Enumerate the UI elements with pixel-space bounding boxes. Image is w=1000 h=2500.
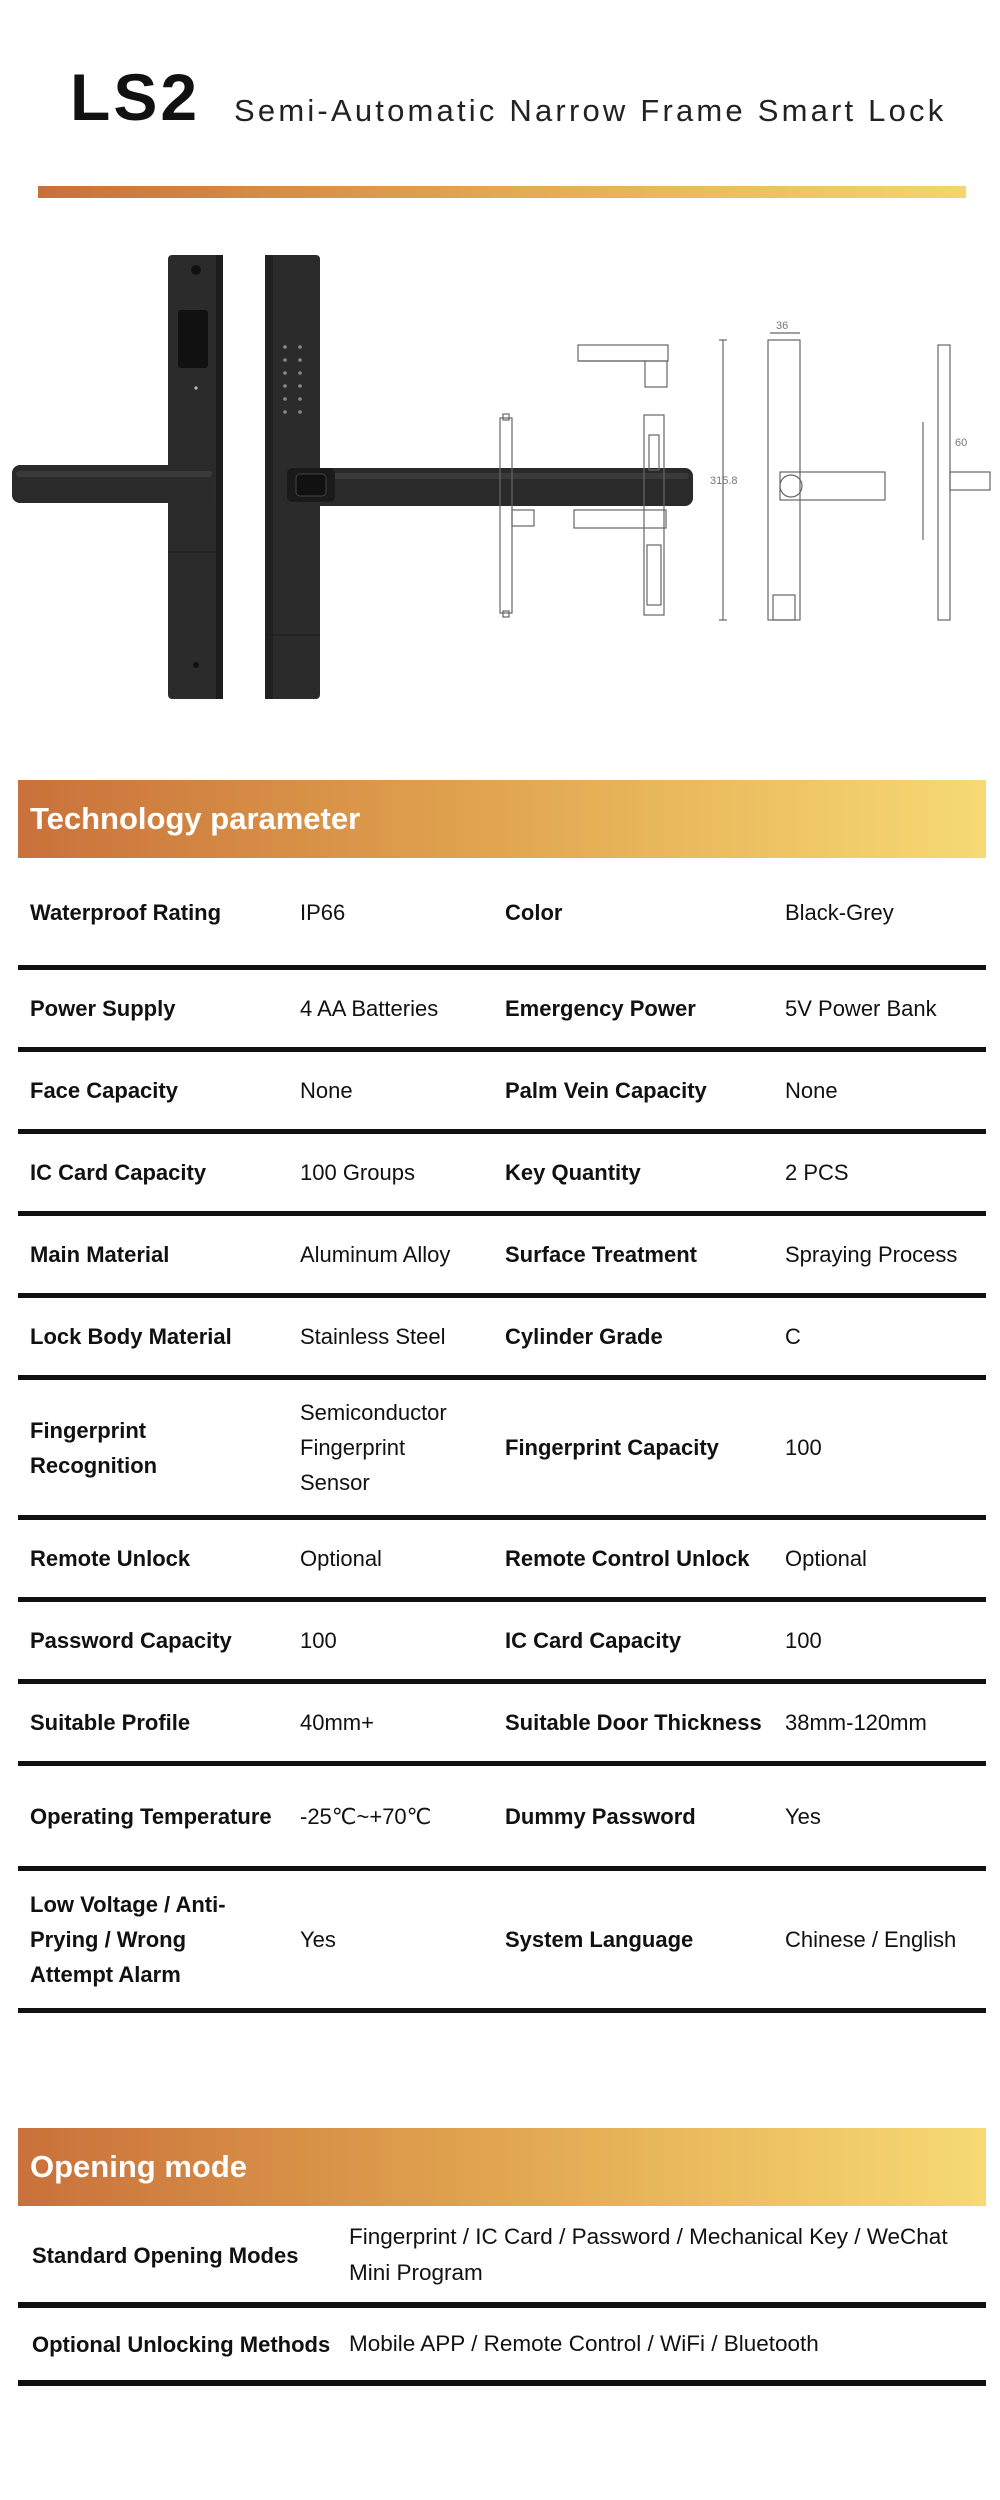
spec-label: Low Voltage / Anti-Prying / Wrong Attempt Alarm: [30, 1892, 226, 1987]
spec-value: [288, 1237, 493, 1272]
spec-label: IC Card Capacity: [505, 1628, 682, 1653]
spec-value: [288, 1395, 493, 1500]
spec-value-line: Aluminum Alloy: [300, 1242, 451, 1267]
spec-label: Emergency Power: [505, 996, 696, 1021]
spec-row: [18, 1871, 986, 2013]
spec-value: C: [785, 1324, 801, 1349]
spec-value-line: 4 AA Batteries: [300, 996, 439, 1021]
spec-value: Optional: [785, 1546, 867, 1571]
spec-row: [18, 1766, 986, 1871]
spec-value: Yes: [785, 1803, 821, 1829]
opening-value: Mobile APP / Remote Control / WiFi / Bluetooth: [349, 2331, 819, 2356]
spec-label: Key Quantity: [505, 1160, 641, 1185]
spec-value: [288, 1799, 493, 1834]
spec-value-line: IP66: [300, 900, 346, 925]
spec-row: [18, 1602, 986, 1684]
opening-row: [18, 2208, 986, 2308]
page-title: LS2: [70, 60, 201, 134]
spec-label: Color: [505, 900, 563, 925]
product-image: [0, 240, 1000, 710]
spec-value-line: Yes: [300, 1927, 336, 1952]
spec-value: 2 PCS: [785, 1160, 849, 1185]
spec-label: IC Card Capacity: [30, 1160, 207, 1185]
spec-value-line: Optional: [300, 1546, 382, 1571]
spec-value-line: 40mm+: [300, 1710, 374, 1735]
spec-row: [18, 1134, 986, 1216]
spec-value: None: [785, 1078, 838, 1103]
spec-value-line: 100 Groups: [300, 1160, 415, 1185]
spec-row: [18, 1216, 986, 1298]
spec-row: [18, 970, 986, 1052]
spec-value: [288, 1922, 493, 1957]
spec-value-line: Sensor: [300, 1470, 370, 1495]
spec-label: Fingerprint Capacity: [505, 1435, 719, 1460]
opening-section-title: Opening mode: [30, 2149, 247, 2184]
spec-row: [18, 1380, 986, 1520]
spec-value: Black-Grey: [785, 900, 894, 925]
spec-table: [18, 860, 986, 2013]
spec-label: Remote Control Unlock: [505, 1546, 750, 1571]
spec-value: [288, 1073, 493, 1108]
spec-label: Remote Unlock: [30, 1546, 191, 1571]
dim-depth-label: 60: [955, 437, 968, 449]
dim-width-label: 36: [776, 320, 789, 332]
spec-label: Main Material: [30, 1242, 170, 1267]
spec-value: [288, 1705, 493, 1740]
spec-value: Chinese / English: [785, 1927, 957, 1952]
spec-value: Spraying Process: [785, 1242, 958, 1267]
spec-label: Surface Treatment: [505, 1242, 697, 1267]
spec-value: 38mm-120mm: [785, 1710, 927, 1735]
spec-value: 100: [785, 1435, 822, 1460]
spec-row: [18, 1298, 986, 1380]
lock-back-view: [12, 255, 223, 699]
opening-section-header: [18, 2128, 986, 2206]
spec-value-line: Stainless Steel: [300, 1324, 446, 1349]
spec-row: [18, 860, 986, 970]
spec-label: Cylinder Grade: [505, 1324, 663, 1349]
spec-label: Suitable Door Thickness: [505, 1710, 762, 1735]
spec-label: Lock Body Material: [30, 1324, 232, 1349]
spec-value: [288, 1541, 493, 1576]
spec-row: [18, 1520, 986, 1602]
spec-value-line: None: [300, 1078, 353, 1103]
spec-row: [18, 1052, 986, 1134]
spec-label: Waterproof Rating: [30, 900, 222, 925]
tech-section-header: [18, 780, 986, 858]
spec-label: Palm Vein Capacity: [505, 1078, 707, 1103]
spec-value: [288, 1319, 493, 1354]
opening-table: [18, 2208, 986, 2386]
spec-value: [288, 1155, 493, 1190]
title-gradient-bar: [38, 186, 966, 198]
spec-label: Operating Temperature: [30, 1803, 272, 1829]
opening-value: Fingerprint / IC Card / Password / Mechanical Key / WeChat Mini Program: [349, 2224, 948, 2285]
lock-front-view: [265, 255, 693, 699]
opening-label: Optional Unlocking Methods: [32, 2331, 331, 2357]
spec-value: 5V Power Bank: [785, 996, 937, 1021]
tech-section-title: Technology parameter: [30, 801, 361, 836]
spec-label: Password Capacity: [30, 1628, 232, 1653]
opening-label: Standard Opening Modes: [32, 2242, 299, 2268]
spec-label: Face Capacity: [30, 1078, 178, 1103]
spec-label: System Language: [505, 1927, 694, 1952]
spec-value-line: Fingerprint: [300, 1435, 406, 1460]
spec-row: [18, 1684, 986, 1766]
spec-label: Power Supply: [30, 996, 176, 1021]
opening-row: [18, 2308, 986, 2386]
spec-value: [288, 991, 493, 1026]
dim-height-label: 315.8: [710, 475, 738, 487]
page-subtitle: Semi-Automatic Narrow Frame Smart Lock: [234, 93, 947, 128]
spec-value-line: Semiconductor: [300, 1400, 447, 1425]
spec-value-line: 100: [300, 1628, 337, 1653]
spec-value-line: -25℃~+70℃: [300, 1803, 432, 1829]
spec-value: [288, 1623, 493, 1658]
spec-label: Dummy Password: [505, 1803, 696, 1829]
spec-value: 100: [785, 1628, 822, 1653]
spec-value: [288, 895, 493, 930]
spec-label: Fingerprint Recognition: [30, 1417, 158, 1478]
spec-label: Suitable Profile: [30, 1710, 191, 1735]
